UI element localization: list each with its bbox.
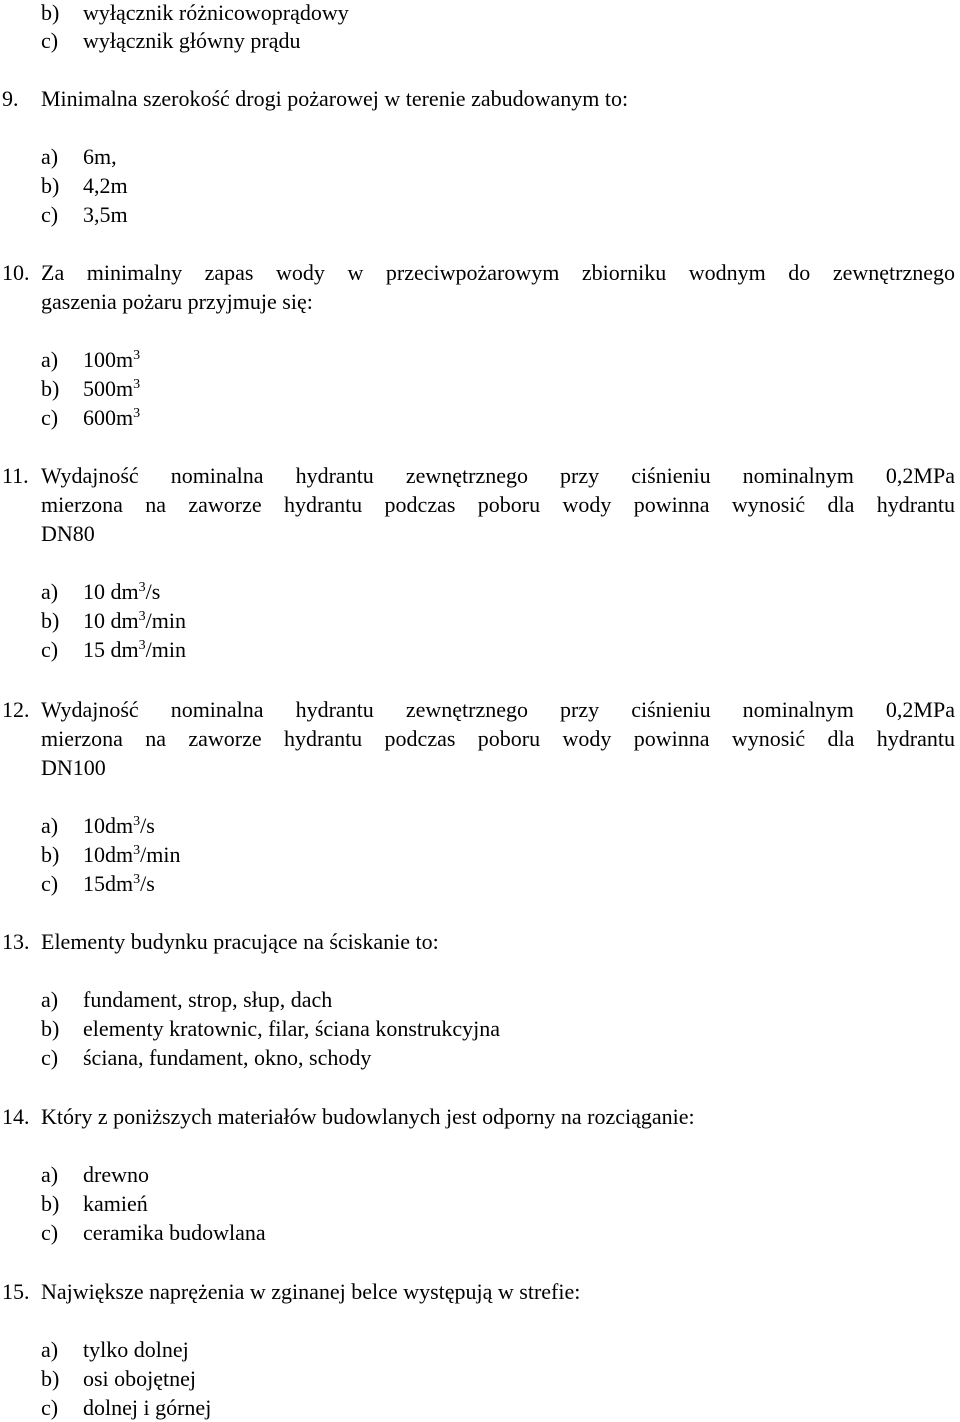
q11-option-a bbox=[41, 579, 160, 605]
top-option-b bbox=[41, 0, 349, 26]
option-text: tylko dolnej bbox=[83, 1337, 189, 1362]
q9-option-c bbox=[41, 202, 128, 228]
question-text-line-2: mierzona na zaworze hydrantu podczas poboru wody powinna wynosić dla hydrantu bbox=[41, 726, 955, 751]
option-unit: /min bbox=[140, 842, 181, 867]
superscript: 3 bbox=[138, 609, 146, 624]
option-text: ceramika budowlana bbox=[83, 1220, 266, 1245]
option-text: dolnej i górnej bbox=[83, 1395, 212, 1420]
option-text: 15 dm bbox=[83, 637, 139, 662]
option-unit: /s bbox=[145, 579, 161, 604]
q15-option-a bbox=[41, 1337, 189, 1363]
option-text: 10dm bbox=[83, 842, 134, 867]
option-text: 500m bbox=[83, 376, 134, 401]
option-text: kamień bbox=[83, 1191, 148, 1216]
option-letter: a) bbox=[41, 1162, 59, 1187]
option-text: 6m, bbox=[83, 144, 117, 169]
question-text: Który z poniższych materiałów budowlanych jest odporny na rozciąganie: bbox=[41, 1104, 695, 1129]
option-letter: b) bbox=[41, 1191, 60, 1216]
q14-option-a bbox=[41, 1162, 149, 1188]
question-9 bbox=[2, 86, 628, 112]
question-text-line-1: Wydajność nominalna hydrantu zewnętrznego przy ciśnieniu nominalnym 0,2MPa bbox=[41, 697, 955, 722]
option-letter: a) bbox=[41, 813, 59, 838]
option-letter: c) bbox=[41, 28, 59, 53]
option-text: 10 dm bbox=[83, 608, 139, 633]
question-number: 13. bbox=[2, 929, 30, 954]
q9-option-b bbox=[41, 173, 128, 199]
option-letter: c) bbox=[41, 871, 59, 896]
q9-option-a bbox=[41, 144, 117, 170]
q12-option-b bbox=[41, 842, 180, 868]
option-text: ściana, fundament, okno, schody bbox=[83, 1045, 372, 1070]
superscript: 3 bbox=[133, 872, 141, 887]
option-letter: c) bbox=[41, 637, 59, 662]
option-text: drewno bbox=[83, 1162, 149, 1187]
option-text: 100m bbox=[83, 347, 134, 372]
question-text-line-2: gaszenia pożaru przyjmuje się: bbox=[41, 289, 313, 314]
question-15 bbox=[2, 1279, 580, 1305]
option-letter: c) bbox=[41, 1395, 59, 1420]
option-letter: b) bbox=[41, 173, 60, 198]
option-text: 10 dm bbox=[83, 579, 139, 604]
option-text: elementy kratownic, filar, ściana konstrukcyjna bbox=[83, 1016, 500, 1041]
superscript: 3 bbox=[133, 843, 141, 858]
question-number: 14. bbox=[2, 1104, 30, 1129]
top-option-c bbox=[41, 28, 301, 54]
option-letter: b) bbox=[41, 1016, 60, 1041]
option-text: wyłącznik różnicowoprądowy bbox=[83, 0, 349, 25]
option-unit: /s bbox=[140, 871, 155, 896]
superscript: 3 bbox=[138, 580, 146, 595]
question-number: 10. bbox=[2, 260, 30, 285]
q13-option-b bbox=[41, 1016, 500, 1042]
option-text: fundament, strop, słup, dach bbox=[83, 987, 333, 1012]
option-letter: a) bbox=[41, 579, 59, 604]
option-letter: a) bbox=[41, 1337, 59, 1362]
q11-option-c bbox=[41, 637, 186, 663]
option-letter: a) bbox=[41, 144, 59, 169]
option-unit: /min bbox=[145, 608, 186, 633]
option-letter: b) bbox=[41, 608, 60, 633]
question-text-line-3: DN100 bbox=[41, 755, 106, 780]
question-11 bbox=[2, 463, 955, 489]
q10-option-c bbox=[41, 405, 140, 431]
option-letter: b) bbox=[41, 0, 60, 25]
option-text: 3,5m bbox=[83, 202, 128, 227]
superscript: 3 bbox=[133, 348, 141, 363]
question-12 bbox=[2, 697, 955, 723]
superscript: 3 bbox=[133, 377, 141, 392]
q15-option-c bbox=[41, 1395, 211, 1421]
question-13 bbox=[2, 929, 439, 955]
option-text: 10dm bbox=[83, 813, 134, 838]
question-text-line-1: Wydajność nominalna hydrantu zewnętrznego przy ciśnieniu nominalnym 0,2MPa bbox=[41, 463, 955, 488]
question-text-line-3: DN80 bbox=[41, 521, 95, 546]
question-14 bbox=[2, 1104, 695, 1130]
option-letter: c) bbox=[41, 1045, 59, 1070]
question-text: Elementy budynku pracujące na ściskanie to: bbox=[41, 929, 439, 954]
q15-option-b bbox=[41, 1366, 196, 1392]
option-letter: b) bbox=[41, 842, 60, 867]
option-text: 4,2m bbox=[83, 173, 128, 198]
option-letter: b) bbox=[41, 1366, 60, 1391]
question-number: 11. bbox=[2, 463, 29, 488]
superscript: 3 bbox=[133, 406, 141, 421]
question-number: 9. bbox=[2, 86, 19, 111]
q13-option-a bbox=[41, 987, 332, 1013]
option-text: 15dm bbox=[83, 871, 134, 896]
superscript: 3 bbox=[133, 814, 141, 829]
q10-option-a bbox=[41, 347, 140, 373]
option-text: 600m bbox=[83, 405, 134, 430]
q12-option-a bbox=[41, 813, 155, 839]
question-text-line-1: Za minimalny zapas wody w przeciwpożarowym zbiorniku wodnym do zewnętrznego bbox=[41, 260, 955, 285]
option-unit: /s bbox=[140, 813, 155, 838]
option-letter: a) bbox=[41, 347, 59, 372]
option-text: wyłącznik główny prądu bbox=[83, 28, 301, 53]
question-text: Największe naprężenia w zginanej belce występują w strefie: bbox=[41, 1279, 581, 1304]
q12-option-c bbox=[41, 871, 155, 897]
option-letter: c) bbox=[41, 1220, 59, 1245]
q14-option-b bbox=[41, 1191, 148, 1217]
q11-option-b bbox=[41, 608, 186, 634]
option-text: osi obojętnej bbox=[83, 1366, 197, 1391]
question-number: 15. bbox=[2, 1279, 30, 1304]
q10-option-b bbox=[41, 376, 140, 402]
question-number: 12. bbox=[2, 697, 30, 722]
option-letter: a) bbox=[41, 987, 59, 1012]
superscript: 3 bbox=[138, 638, 146, 653]
option-letter: c) bbox=[41, 405, 59, 430]
q14-option-c bbox=[41, 1220, 266, 1246]
option-letter: b) bbox=[41, 376, 60, 401]
question-text-line-2: mierzona na zaworze hydrantu podczas poboru wody powinna wynosić dla hydrantu bbox=[41, 492, 955, 517]
q13-option-c bbox=[41, 1045, 371, 1071]
option-unit: /min bbox=[145, 637, 186, 662]
question-10 bbox=[2, 260, 955, 286]
option-letter: c) bbox=[41, 202, 59, 227]
question-text: Minimalna szerokość drogi pożarowej w terenie zabudowanym to: bbox=[41, 86, 629, 111]
